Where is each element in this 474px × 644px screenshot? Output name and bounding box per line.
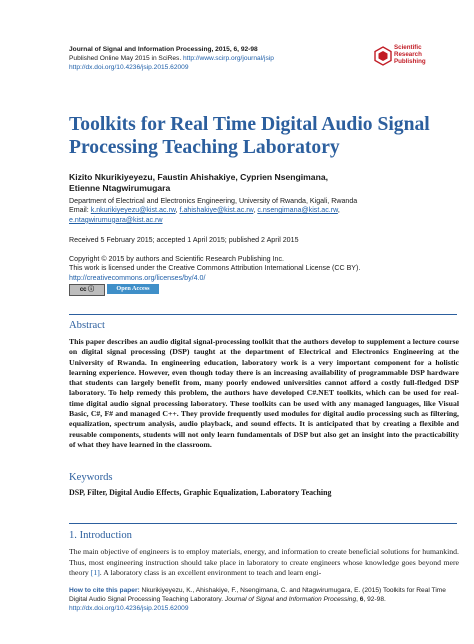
logo-text <box>394 44 426 66</box>
scirp-logo-icon <box>374 46 392 66</box>
copyright-block <box>69 255 449 283</box>
email-label: Email: <box>69 206 91 215</box>
email-link[interactable]: k.nkurikiyeyezu@kist.ac.rw <box>90 206 176 215</box>
citation-label: How to cite this paper: <box>69 587 140 594</box>
logo-line-3: Publishing <box>394 58 426 66</box>
title-line-2: Processing Teaching Laboratory <box>69 137 340 158</box>
abstract-text: This paper describes an audio digital signal-processing toolkit that the authors develop to supplement a lecture course on digital signal processing (DSP) taught at the department of Electrical and Electronics Engineering at the University of Rwanda. In engineering education, laboratory work is a very important component for a holistic learning experience. However, even though today there is an increasing availability of programmable DSP hardware that students can largely benefit from, many poorly endowed universities cannot afford a costly full-fledged DSP laboratory. To help remedy this problem, the authors have developed C#.NET toolkits, which can be used for real-time digital audio signal processing laboratory. These toolkits can be used with any managed languages, like Visual Basic, C#, F# and managed C++. They provide frequently used modules for digital audio processing such as filtering, equalization, spectrum analysis, audio playback, and sound effects. It is anticipated that by creating a flexible and reusable components, students will not only learn fundamentals of DSP but also get an insight into the practicability of what they have learned in the classroom. <box>69 337 459 449</box>
doi-link[interactable]: http://dx.doi.org/10.4236/jsip.2015.62009 <box>69 64 189 71</box>
citation-journal: Journal of Signal and Information Processing <box>224 596 357 604</box>
citation-doi-link[interactable]: http://dx.doi.org/10.4236/jsip.2015.62009 <box>69 605 189 613</box>
license-url-link[interactable]: http://creativecommons.org/licenses/by/4.0/ <box>69 273 206 282</box>
introduction-text <box>69 547 459 579</box>
cc-by-badge-icon[interactable]: cc ⓘ <box>69 284 105 296</box>
published-prefix: Published Online May 2015 in SciRes. <box>69 55 183 62</box>
intro-text-part: The main objective of engineers is to employ materials, energy, and information to create beneficial solutions for humankind. Thus, most engineering instruction should take place in laboratory to create engineers whose knowledge goes beyond mere theory <box>69 547 459 578</box>
logo-line-1: Scientific <box>394 44 422 51</box>
citation-text: Nkurikiyeyezu, K., Ahishakiye, F., Nsengimana, C. and Ntagwirumugara, E. (2015) Toolkits for Real Time Digital Audio Signal Processing Teaching Laboratory. <box>69 587 446 604</box>
email-link[interactable]: e.ntagwirumugara@kist.ac.rw <box>69 215 163 224</box>
keywords-heading: Keywords <box>69 472 113 483</box>
authors-line-2: Etienne Ntagwirumugara <box>69 183 171 194</box>
journal-header <box>69 45 369 72</box>
paper-title <box>69 113 459 159</box>
reference-link[interactable]: [1] <box>90 568 100 578</box>
keywords-text: DSP, Filter, Digital Audio Effects, Graphic Equalization, Laboratory Teaching <box>69 488 332 497</box>
open-access-badge[interactable]: Open Access <box>107 284 159 294</box>
title-line-1: Toolkits for Real Time Digital Audio Signal <box>69 114 430 135</box>
divider <box>69 314 457 315</box>
author-list <box>69 172 409 195</box>
publication-dates: Received 5 February 2015; accepted 1 April 2015; published 2 April 2015 <box>69 236 299 244</box>
intro-text-part: . A laboratory class is an excellent environment to teach and learn engi- <box>99 568 322 578</box>
license-line: This work is licensed under the Creative Commons Attribution International License (CC BY). <box>69 264 361 273</box>
authors-line-1: Kizito Nkurikiyeyezu, Faustin Ahishakiye, Cyprien Nsengimana, <box>69 172 328 182</box>
citation-volume: 6 <box>359 596 364 604</box>
published-line <box>69 54 369 63</box>
publisher-logo <box>374 44 454 72</box>
email-link[interactable]: f.ahishakiye@kist.ac.rw <box>179 206 254 215</box>
email-line: Email: k.nkurikiyeyezu@kist.ac.rw, f.ahishakiye@kist.ac.rw, c.nsengimana@kist.ac.rw, <box>69 206 340 215</box>
citation-block <box>69 586 461 614</box>
journal-url-link[interactable]: http://www.scirp.org/journal/jsip <box>183 55 274 62</box>
journal-name: Journal of Signal and Information Processing, 2015, 6, 92-98 <box>69 46 258 53</box>
citation-sep: , <box>356 596 360 604</box>
divider <box>69 523 457 524</box>
introduction-heading: 1. Introduction <box>69 530 132 541</box>
email-link[interactable]: c.nsengimana@kist.ac.rw <box>257 206 338 215</box>
affiliation-dept: Department of Electrical and Electronics Engineering, University of Rwanda, Kigali, Rwanda <box>69 197 358 205</box>
copyright-line: Copyright © 2015 by authors and Scientific Research Publishing Inc. <box>69 255 285 263</box>
affiliation <box>69 197 429 225</box>
citation-pages: , 92-98. <box>363 596 386 604</box>
logo-line-2: Research <box>394 51 422 59</box>
abstract-heading: Abstract <box>69 320 105 331</box>
